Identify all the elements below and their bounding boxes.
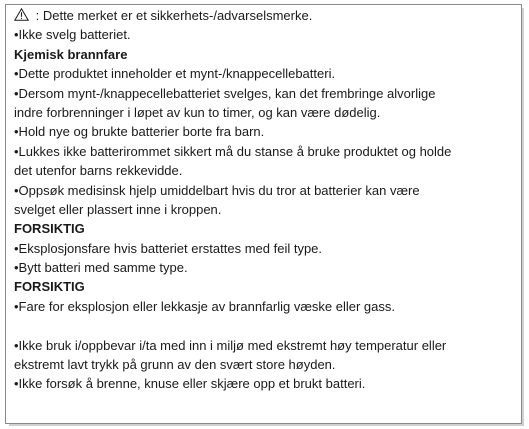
frame-shadow-right — [522, 8, 524, 425]
warning-lines — [14, 25, 518, 393]
text-line: indre forbrenninger i løpet av kun to timer, og kan være dødelig. — [14, 104, 381, 120]
frame-shadow-bottom — [9, 424, 524, 426]
section-heading: FORSIKTIG — [14, 221, 85, 237]
warning-text-block — [14, 6, 518, 394]
text-line: •Eksplosjonsfare hvis batteriet erstattes med feil type. — [14, 240, 323, 256]
text-line: det utenfor barns rekkevidde. — [14, 163, 183, 179]
text-line: •Bytt batteri med samme type. — [14, 260, 188, 276]
text-line: •Ikke bruk i/oppbevar i/ta med inn i miljø med ekstremt høy temperatur eller — [14, 337, 447, 353]
text-line: •Lukkes ikke batterirommet sikkert må du stanse å bruke produktet og holde — [14, 143, 452, 159]
text-line: •Fare for eksplosjon eller lekkasje av brannfarlig væske eller gass. — [14, 298, 395, 314]
text-line: •Dersom mynt-/knappecellebatteriet svelges, kan det frembringe alvorlige — [14, 85, 436, 101]
section-heading: FORSIKTIG — [14, 279, 85, 295]
symbol-note-line — [14, 6, 518, 25]
text-line: •Ikke svelg batteriet. — [14, 27, 131, 43]
text-line: •Ikke forsøk å brenne, knuse eller skjære opp et brukt batteri. — [14, 376, 366, 392]
warning-triangle-icon — [14, 8, 29, 21]
text-line: svelget eller plassert inne i kroppen. — [14, 201, 222, 217]
text-line: •Hold nye og brukte batterier borte fra barn. — [14, 124, 265, 140]
text-line: ekstremt lavt trykk på grunn av den svært store høyden. — [14, 357, 336, 373]
symbol-note-text: : Dette merket er et sikkerhets-/advarselsmerke. — [32, 8, 313, 23]
blank-spacer — [14, 316, 518, 335]
text-line: •Oppsøk medisinsk hjelp umiddelbart hvis du tror at batterier kan være — [14, 182, 420, 198]
text-line: •Dette produktet inneholder et mynt-/knappecellebatteri. — [14, 66, 336, 82]
section-heading: Kjemisk brannfare — [14, 46, 128, 62]
